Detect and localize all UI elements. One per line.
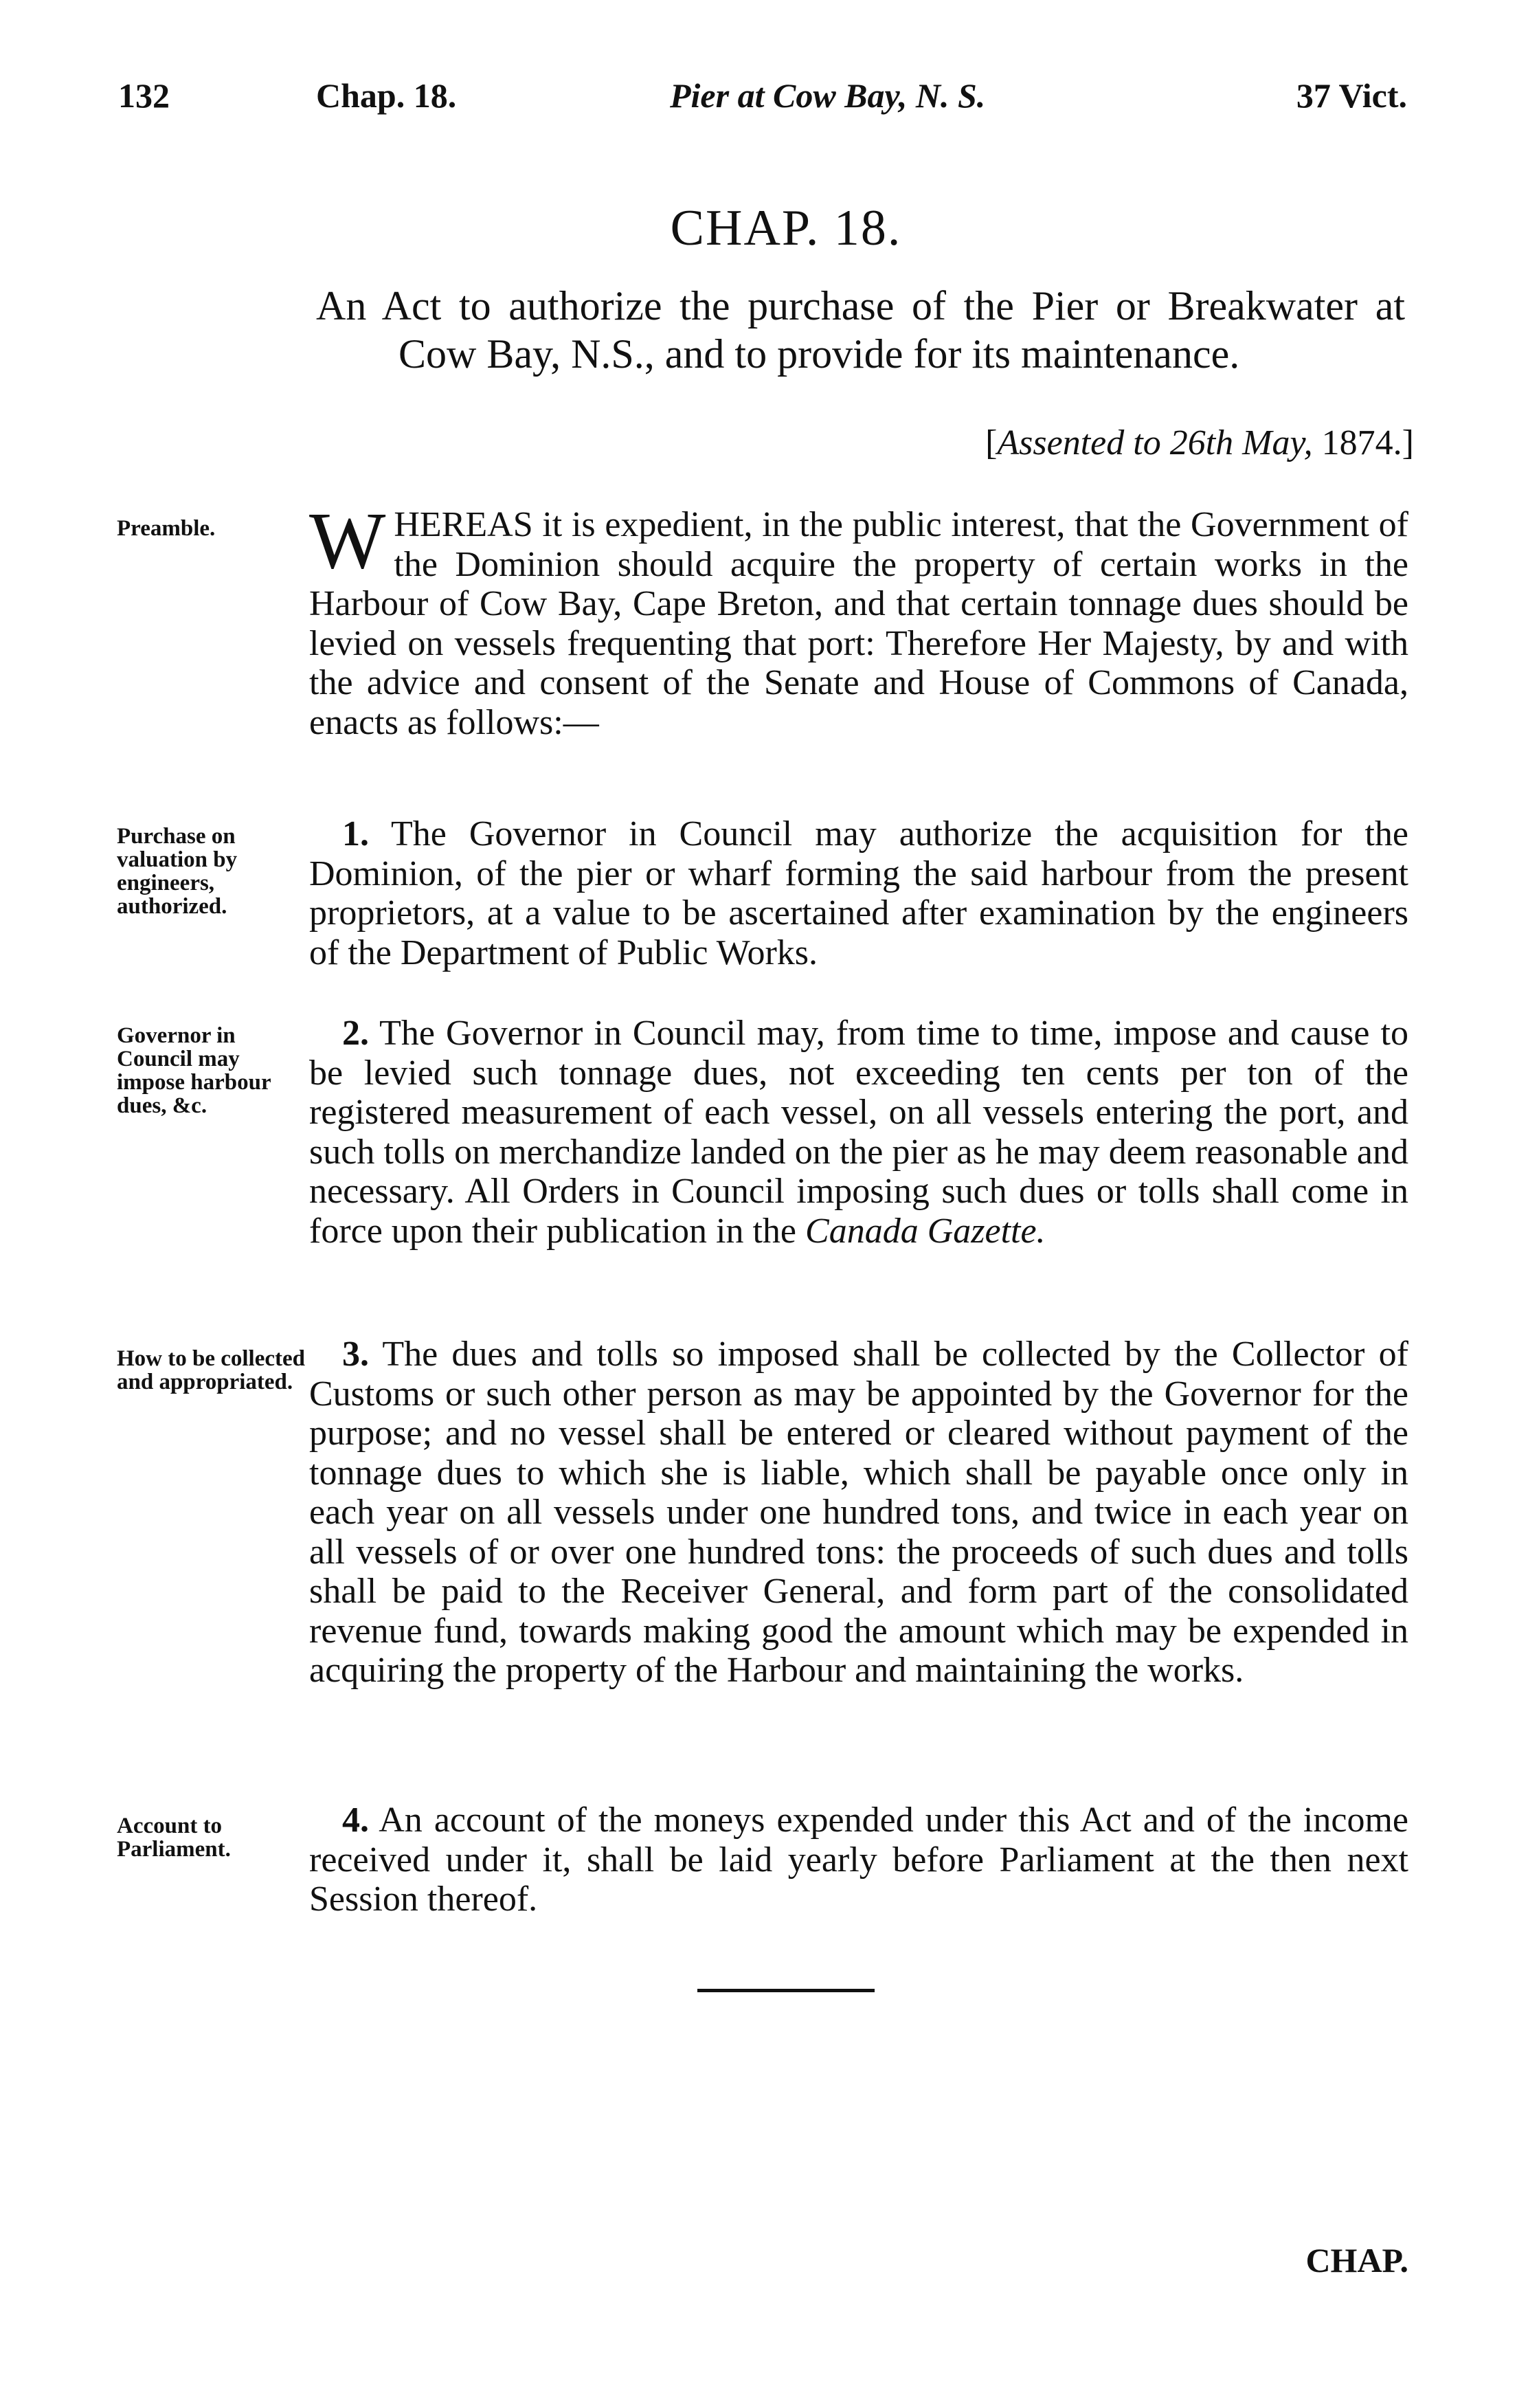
running-title: Pier at Cow Bay, N. S.	[670, 76, 986, 115]
section-text: The Governor in Council may, from time to time, impose and cause to be levied such tonnage dues, not exceeding ten cents per ton of the registered measurement of each vessel, on all vessels entering the port, and such tolls on merchandize landed on the pier as he may deem reasonable and necessary. All Orders in Council imposing such dues or tolls shall come in force upon their publication in the	[309, 1014, 1409, 1251]
margin-note-section-3: How to be collected and appropriated.	[117, 1346, 306, 1394]
margin-note-section-2: Governor in Council may impose harbour dues, &c.	[117, 1023, 271, 1118]
catchword: CHAP.	[1305, 2241, 1408, 2279]
chapter-reference: Chap. 18.	[316, 76, 457, 115]
running-header	[110, 76, 1415, 124]
assent-line	[985, 423, 1414, 463]
assent-open-bracket: [	[985, 423, 998, 462]
page-number: 132	[118, 76, 170, 115]
section-3	[309, 1335, 1408, 1691]
preamble	[309, 495, 1408, 742]
section-text: An account of the moneys expended under this Act and of the income received under it, shall be laid yearly before Parliament at the then next Session thereof.	[309, 1801, 1408, 1919]
section-number: 2.	[342, 1014, 369, 1053]
preamble-text: HEREAS it is expedient, in the public interest, that the Government of the Dominion should acquire the property of certain works in the Harbour of Cow Bay, Cape Breton, and that certain tonnage dues should be levied on vessels frequenting that port: Therefore Her Majesty, by and with the advice and consent of the Senate and House of Commons of Canada, enacts as follows:—	[309, 505, 1408, 742]
section-1	[309, 814, 1408, 972]
section-4	[309, 1801, 1408, 1919]
gazette-title: Canada Gazette.	[805, 1211, 1046, 1251]
assent-year: 1874.]	[1321, 423, 1414, 462]
session-label: 37 Vict.	[1296, 76, 1407, 115]
section-2	[309, 1014, 1408, 1251]
section-number: 3.	[342, 1335, 369, 1374]
end-rule	[697, 1989, 875, 1992]
margin-note-preamble: Preamble.	[117, 516, 216, 541]
assent-text: Assented to 26th May,	[997, 423, 1313, 462]
section-number: 1.	[342, 814, 369, 854]
drop-cap: W	[309, 495, 386, 586]
act-title: An Act to authorize the purchase of the Pier or Breakwater at Cow Bay, N.S., and to provide for its maintenance.	[316, 283, 1405, 377]
section-text: The Governor in Council may authorize the acquisition for the Dominion, of the pier or wharf forming the said harbour from the present proprietors, at a value to be ascertained after examination by the engineers of the Department of Public Works.	[309, 814, 1408, 972]
section-text: The dues and tolls so imposed shall be collected by the Collector of Customs or such other person as may be appointed by the Governor for the purpose; and no vessel shall be entered or cleared without payment of the tonnage dues to which she is liable, which shall be payable once only in each year on all vessels under one hundred tons, and twice in each year on all vessels of or over one hundred tons: the proceeds of such dues and tolls shall be paid to the Receiver General, and form part of the consolidated revenue fund, towards making good the amount which may be expended in acquiring the property of the Harbour and maintaining the works.	[309, 1335, 1408, 1690]
chapter-title: CHAP. 18.	[670, 200, 902, 256]
margin-note-section-1: Purchase on valuation by engineers, authorized.	[117, 824, 238, 919]
margin-note-section-4: Account to Parliament.	[117, 1814, 231, 1862]
section-number: 4.	[342, 1801, 369, 1840]
